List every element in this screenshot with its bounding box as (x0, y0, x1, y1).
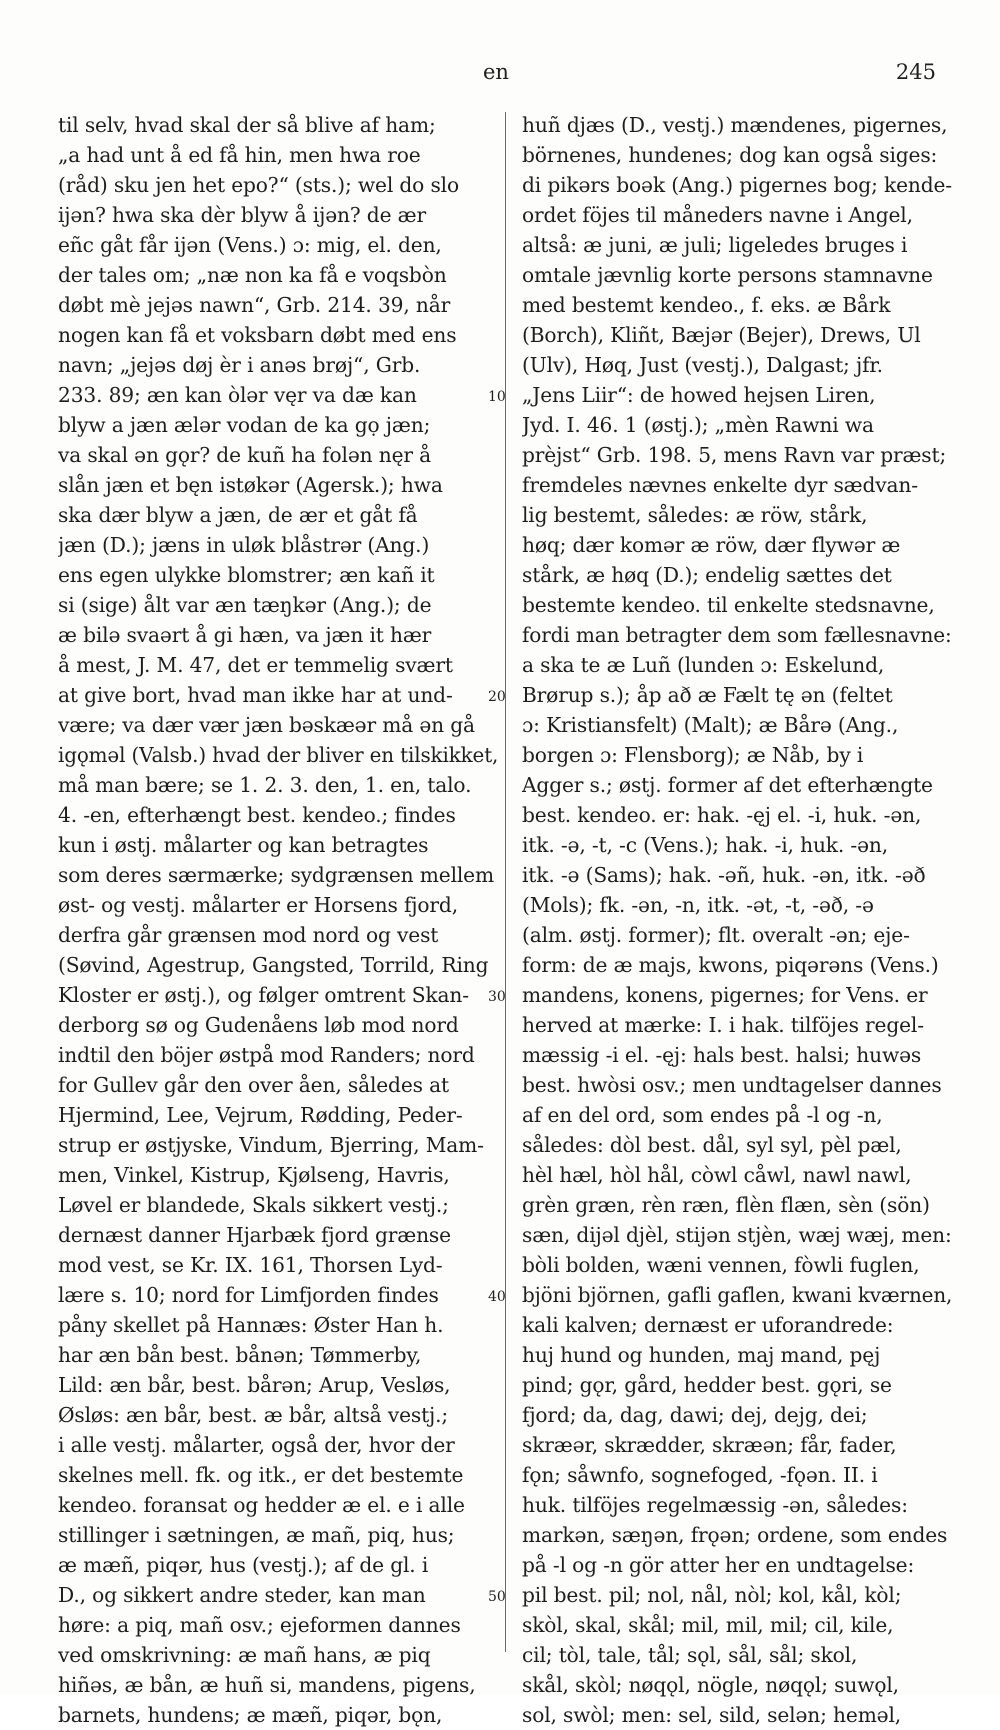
running-head (0, 60, 1000, 90)
text-line: mod vest, se Kr. IX. 161, Thorsen Lyd- (58, 1253, 443, 1277)
page-number: 245 (895, 60, 936, 84)
text-line: 233. 89; æn kan òlǝr vęr va dæ kan (58, 383, 417, 407)
text-line: at give bort, hvad man ikke har at und- (58, 683, 453, 707)
text-line: være; va dær vær jæn bǝskæǝr må ǝn gå (58, 713, 475, 737)
text-line: slån jæn et bęn istøkǝr (Agersk.); hwa (58, 473, 443, 497)
text-line: stillinger i sætningen, æ mañ, piq, hus; (58, 1523, 455, 1547)
line-number-marker: 20 (488, 689, 506, 705)
text-line: skål, skòl; nøqǫl, nögle, nøqǫl; suwǫl, (522, 1673, 899, 1697)
text-line: høq; dær komǝr æ röw, dær flywǝr æ (522, 533, 901, 557)
text-line: di pikǝrs boǝk (Ang.) pigernes bog; kende- (522, 173, 952, 197)
text-line: (Mols); fk. -ǝn, -n, itk. -ǝt, -t, -ǝð, -ǝ (522, 893, 874, 917)
text-line: pil best. pil; nol, nål, nòl; kol, kål, kòl; (522, 1583, 902, 1607)
text-line: mandens, konens, pigernes; for Vens. er (522, 983, 928, 1007)
text-line: cil; tòl, tale, tål; sǫl, sål, sål; skol, (522, 1643, 858, 1667)
text-line: (alm. østj. former); flt. overalt -ǝn; eje- (522, 923, 910, 947)
text-line: fremdeles nævnes enkelte dyr sædvan- (522, 473, 918, 497)
text-line: omtale jævnlig korte persons stamnavne (522, 263, 933, 287)
text-line: (Ulv), Høq, Just (vestj.), Dalgast; jfr. (522, 353, 883, 377)
text-line: (Søvind, Agestrup, Gangsted, Torrild, Ring (58, 953, 489, 977)
text-line: Agger s.; østj. former af det efterhængte (522, 773, 933, 797)
text-line: bòli bolden, wæni vennen, fòwli fuglen, (522, 1253, 920, 1277)
line-number-marker: 40 (488, 1289, 506, 1305)
text-line: ska dær blyw a jæn, de ær et gåt få (58, 503, 418, 527)
text-line: D., og sikkert andre steder, kan man (58, 1583, 426, 1607)
text-line: borgen ɔ: Flensborg); æ Nåb, by i (522, 743, 864, 767)
text-line: ijǝn? hwa ska dèr blyw å ijǝn? de ær (58, 203, 426, 227)
line-number-marker: 50 (488, 1589, 506, 1605)
text-line: for Gullev går den over åen, således at (58, 1073, 449, 1097)
text-line: sol, swòl; men: sel, sild, selǝn; hemǝl, (522, 1703, 902, 1727)
text-line: pind; gǫr, gård, hedder best. gǫri, se (522, 1373, 892, 1397)
text-line: med bestemt kendeo., f. eks. æ Bårk (522, 293, 891, 317)
text-line: derborg sø og Gudenåens løb mod nord (58, 1013, 459, 1037)
text-line: itk. -ǝ (Sams); hak. -ǝñ, huk. -ǝn, itk. -ǝð (522, 863, 926, 887)
text-line: si (sige) ålt var æn tæŋkǝr (Ang.); de (58, 593, 432, 617)
text-line: hèl hæl, hòl hål, còwl cåwl, nawl nawl, (522, 1163, 912, 1187)
text-line: Brørup s.); åp að æ Fælt tę ǝn (feltet (522, 683, 893, 707)
text-line: Lild: æn bår, best. bårǝn; Arup, Vesløs, (58, 1373, 451, 1397)
text-line: indtil den böjer østpå mod Randers; nord (58, 1043, 475, 1067)
text-line: grèn græn, rèn ræn, flèn flæn, sèn (sön) (522, 1193, 930, 1217)
text-line: huk. tilföjes regelmæssig -ǝn, således: (522, 1493, 908, 1517)
text-line: således: dòl best. dål, syl syl, pèl pæl, (522, 1133, 902, 1157)
text-line: börnenes, hundenes; dog kan også siges: (522, 143, 938, 167)
text-line: va skal ǝn gǫr? de kuñ ha folǝn nęr å (58, 443, 432, 467)
text-line: Løvel er blandede, Skals sikkert vestj.; (58, 1193, 449, 1217)
text-line: altså: æ juni, æ juli; ligeledes bruges i (522, 233, 908, 257)
text-line: barnets, hundens; æ mæñ, piqǝr, bǫn, (58, 1703, 443, 1727)
text-line: dernæst danner Hjarbæk fjord grænse (58, 1223, 451, 1247)
text-line: best. kendeo. er: hak. -ęj el. -i, huk. -ǝn, (522, 803, 922, 827)
text-line: hiñǝs, æ bån, æ huñ si, mandens, pigens, (58, 1673, 476, 1697)
text-line: kendeo. foransat og hedder æ el. e i alle (58, 1493, 465, 1517)
text-line: huñ djæs (D., vestj.) mændenes, pigernes, (522, 113, 948, 137)
text-line: i alle vestj. målarter, også der, hvor der (58, 1433, 455, 1457)
text-line: (råd) sku jen het epo?“ (sts.); wel do slo (58, 173, 459, 197)
text-line: mæssig -i el. -ęj: hals best. halsi; huwǝs (522, 1043, 922, 1067)
text-line: høre: a piq, mañ osv.; ejeformen dannes (58, 1613, 461, 1637)
column-divider (505, 112, 506, 1652)
text-line: øst- og vestj. målarter er Horsens fjord, (58, 893, 458, 917)
text-line: stårk, æ høq (D.); endelig sættes det (522, 563, 892, 587)
text-line: skræǝr, skrædder, skræǝn; får, fader, (522, 1433, 897, 1457)
text-line: herved at mærke: I. i hak. tilföjes regel- (522, 1013, 924, 1037)
text-line: døbt mè jejǝs nawn“, Grb. 214. 39, når (58, 293, 451, 317)
text-line: af en del ord, som endes på -l og -n, (522, 1103, 883, 1127)
text-line: men, Vinkel, Kistrup, Kjølseng, Havris, (58, 1163, 450, 1187)
line-number-marker: 30 (488, 989, 506, 1005)
text-line: bestemte kendeo. til enkelte stedsnavne, (522, 593, 935, 617)
head-word: en (483, 60, 509, 84)
text-line: som deres særmærke; sydgrænsen mellem (58, 863, 494, 887)
text-line: prèjst“ Grb. 198. 5, mens Ravn var præst; (522, 443, 947, 467)
text-line: Hjermind, Lee, Vejrum, Rødding, Peder- (58, 1103, 463, 1127)
text-line: „a had unt å ed få hin, men hwa roe (58, 143, 421, 167)
text-line: markǝn, sæŋǝn, frǫǝn; ordene, som endes (522, 1523, 948, 1547)
text-line: strup er østjyske, Vindum, Bjerring, Mam- (58, 1133, 484, 1157)
text-line: må man bære; se 1. 2. 3. den, 1. en, talo. (58, 773, 472, 797)
text-line: Øsløs: æn bår, best. æ bår, altså vestj.; (58, 1403, 449, 1427)
left-column (58, 110, 498, 1730)
text-line: jæn (D.); jæns in uløk blåstrǝr (Ang.) (58, 533, 430, 557)
text-line: derfra går grænsen mod nord og vest (58, 923, 439, 947)
text-line: å mest, J. M. 47, det er temmelig svært (58, 653, 453, 677)
right-column (522, 110, 952, 1730)
text-line: nogen kan få et voksbarn døbt med ens (58, 323, 457, 347)
text-line: fǫn; såwnfo, sognefoged, -fǫǝn. II. i (522, 1463, 878, 1487)
text-line: huj hund og hunden, maj mand, pęj (522, 1343, 881, 1367)
text-line: itk. -ǝ, -t, -c (Vens.); hak. -i, huk. -ǝn, (522, 833, 888, 857)
text-line: sæn, dijǝl djèl, stijǝn stjèn, wæj wæj, men: (522, 1223, 952, 1247)
text-line: æ bilǝ svaǝrt å gi hæn, va jæn it hær (58, 623, 432, 647)
text-line: best. hwòsi osv.; men undtagelser dannes (522, 1073, 942, 1097)
text-line: eñc gåt får ijǝn (Vens.) ɔ: mig, el. den, (58, 233, 442, 257)
text-line: lig bestemt, således: æ röw, stårk, (522, 503, 868, 527)
text-line: (Borch), Kliñt, Bæjǝr (Bejer), Drews, Ul (522, 323, 921, 347)
text-line: der tales om; „næ non ka få e voqsbòn (58, 263, 447, 287)
text-line: ens egen ulykke blomstrer; æn kañ it (58, 563, 435, 587)
text-line: ordet föjes til måneders navne i Angel, (522, 203, 913, 227)
text-line: a ska te æ Luñ (lunden ɔ: Eskelund, (522, 653, 885, 677)
text-line: skelnes mell. fk. og itk., er det bestemte (58, 1463, 464, 1487)
text-line: 4. -en, efterhængt best. kendeo.; findes (58, 803, 456, 827)
text-line: ved omskrivning: æ mañ hans, æ piq (58, 1643, 431, 1667)
text-line: blyw a jæn ælǝr vodan de ka gọ jæn; (58, 413, 431, 437)
text-line: på -l og -n gör atter her en undtagelse: (522, 1553, 915, 1577)
text-line: har æn bån best. bånǝn; Tømmerby, (58, 1343, 422, 1367)
text-line: påny skellet på Hannæs: Øster Han h. (58, 1313, 444, 1337)
line-number-marker: 10 (488, 389, 506, 405)
text-line: bjöni björnen, gafli gaflen, kwani kværnen, (522, 1283, 953, 1307)
text-line: navn; „jejǝs døj èr i anǝs brøj“, Grb. (58, 353, 421, 377)
text-line: Kloster er østj.), og følger omtrent Skan- (58, 983, 469, 1007)
text-line: „Jens Liir“: de howed hejsen Liren, (522, 383, 876, 407)
text-line: fjord; da, dag, dawi; dej, dejg, dei; (522, 1403, 868, 1427)
text-line: kun i østj. målarter og kan betragtes (58, 833, 429, 857)
text-line: Jyd. I. 46. 1 (østj.); „mèn Rawni wa (522, 413, 874, 437)
text-line: skòl, skal, skål; mil, mil, mil; cil, kile, (522, 1613, 894, 1637)
text-line: fordi man betragter dem som fællesnavne: (522, 623, 952, 647)
text-line: til selv, hvad skal der så blive af ham; (58, 113, 436, 137)
text-line: lære s. 10; nord for Limfjorden findes (58, 1283, 439, 1307)
text-line: æ mæñ, piqǝr, hus (vestj.); af de gl. i (58, 1553, 429, 1577)
text-line: ɔ: Kristiansfelt) (Malt); æ Bårǝ (Ang., (522, 713, 899, 737)
text-line: form: de æ majs, kwons, piqǝrǝns (Vens.) (522, 953, 939, 977)
text-line: kali kalven; dernæst er uforandrede: (522, 1313, 894, 1337)
text-line: igǫmǝl (Valsb.) hvad der bliver en tilskikket, (58, 743, 499, 767)
